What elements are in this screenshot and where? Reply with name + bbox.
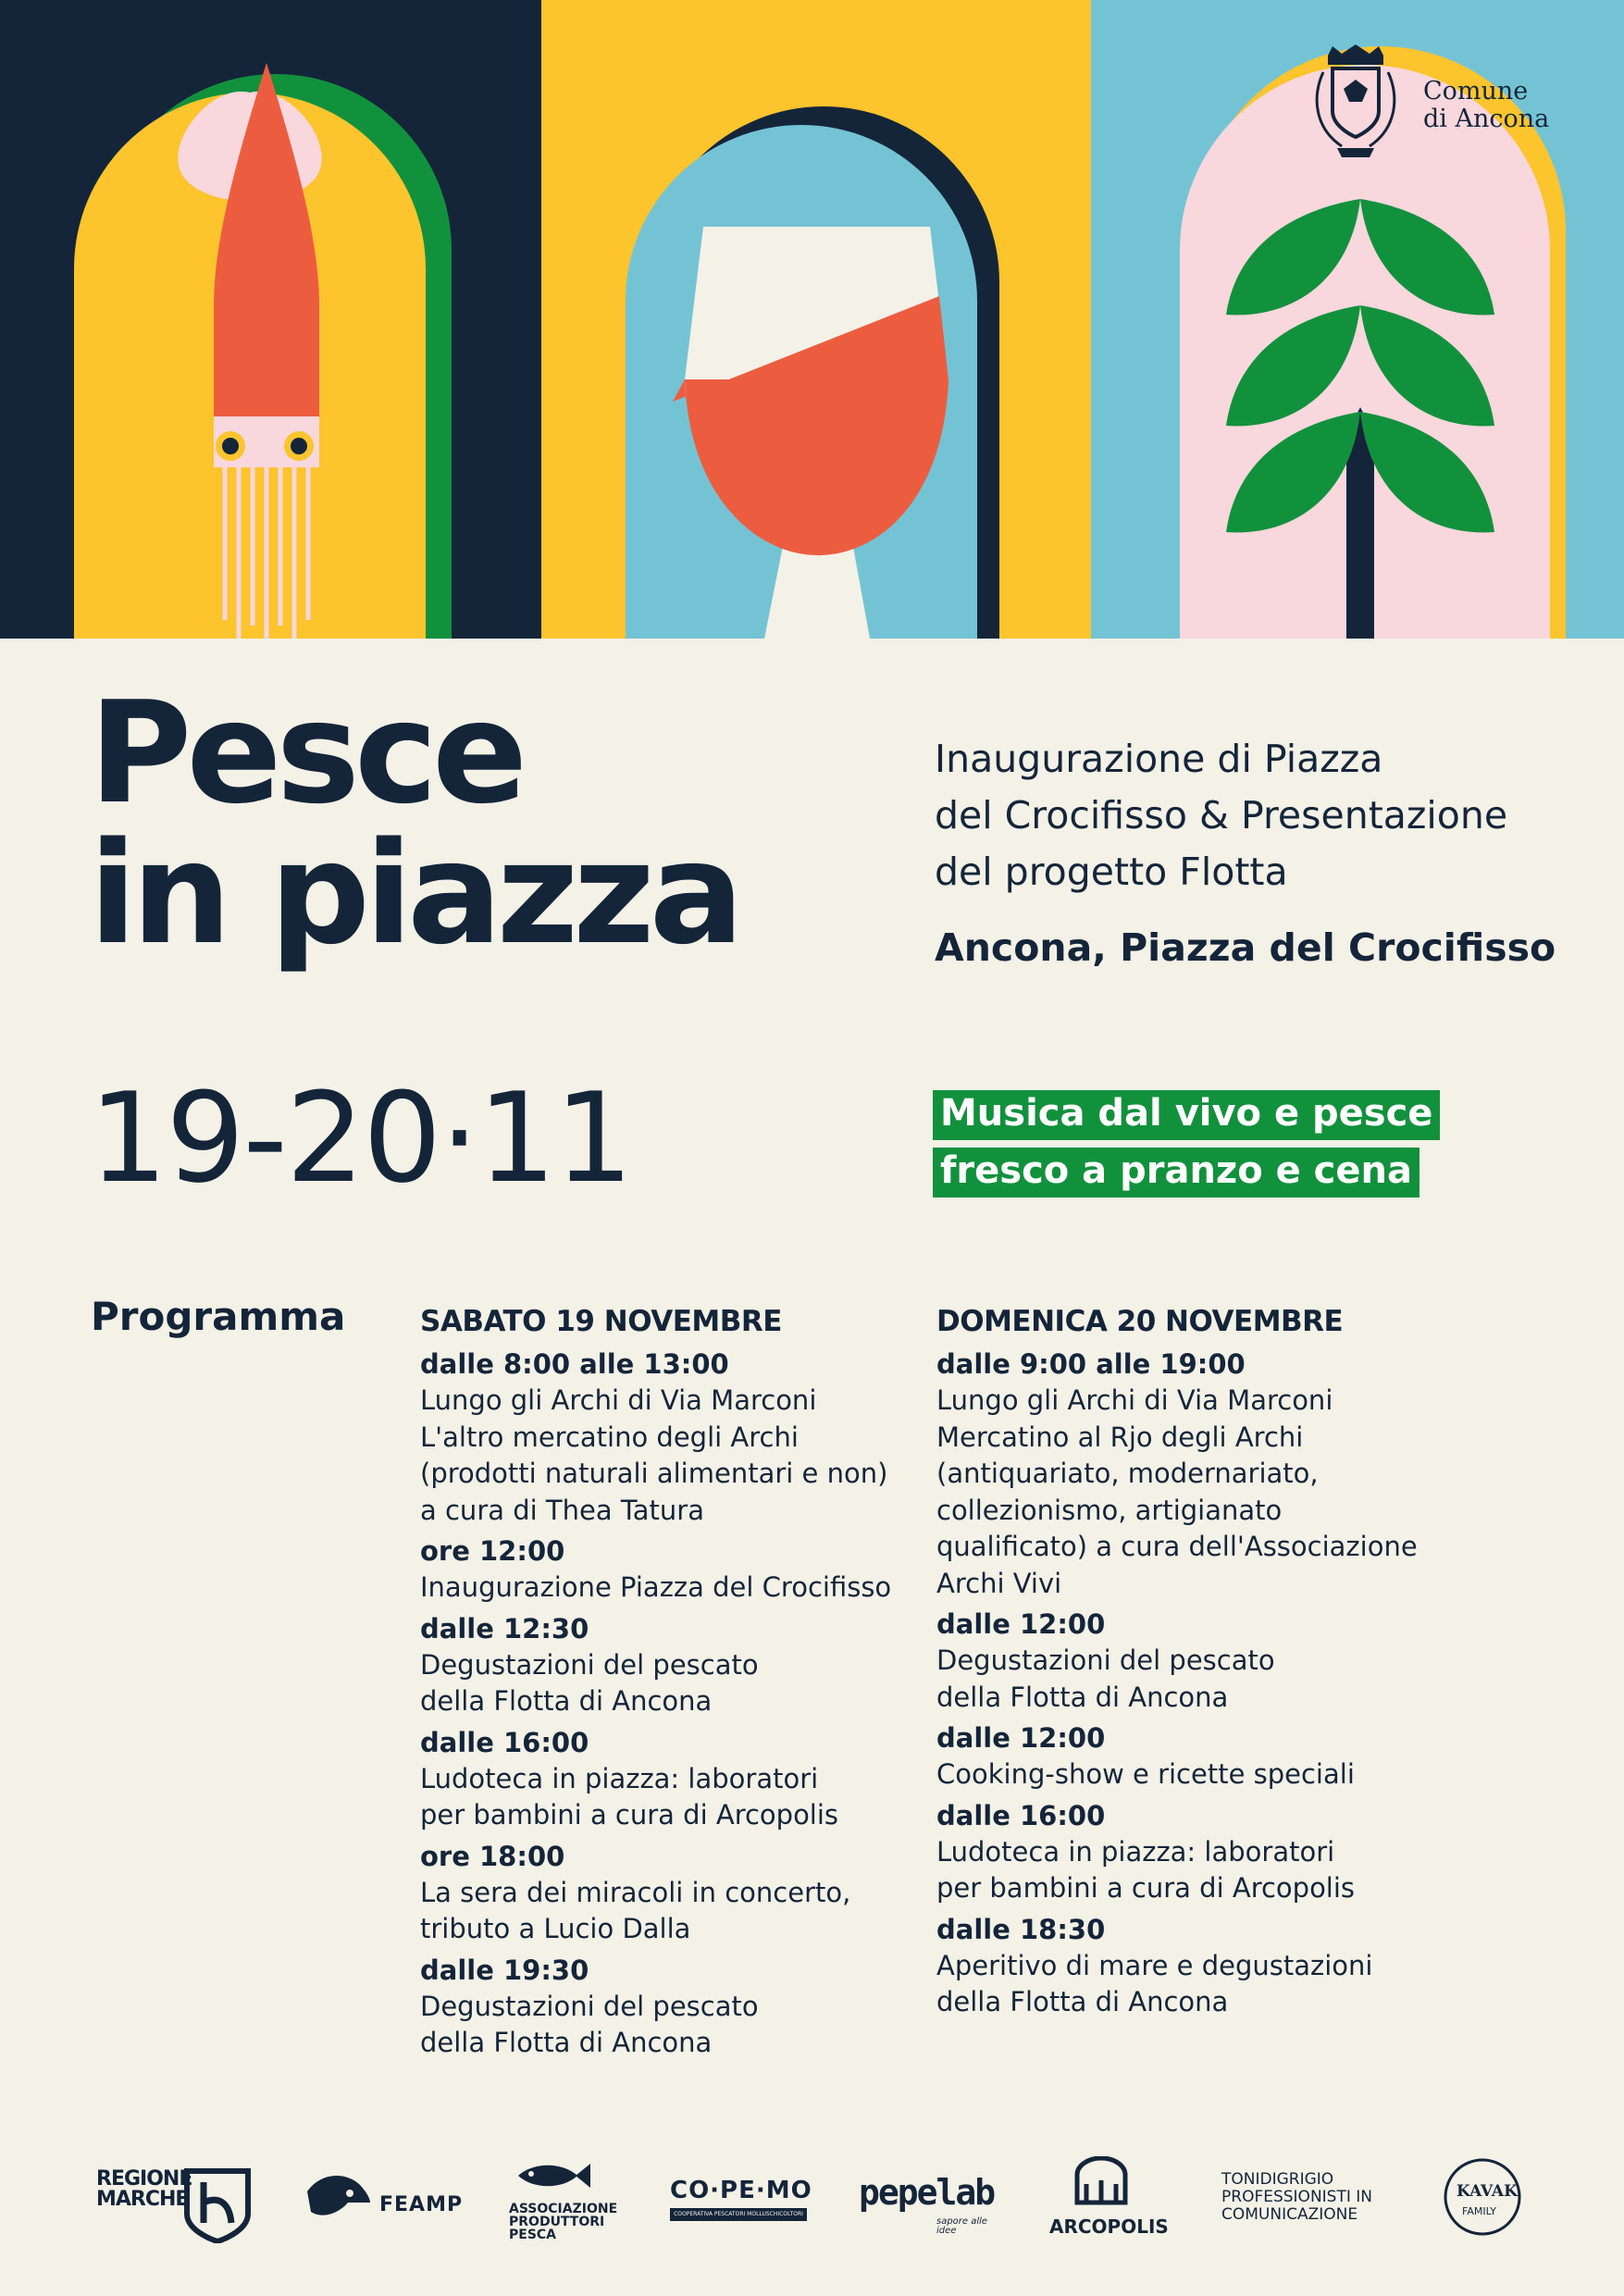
day-heading: SABATO 19 NOVEMBRE bbox=[420, 1305, 782, 1338]
sponsor-produttori-pesca bbox=[509, 2147, 629, 2267]
program-event bbox=[936, 1797, 1436, 1907]
city-crest-icon bbox=[1305, 44, 1407, 160]
event-description: La sera dei miracoli in concerto, tributo a Lucio Dalla bbox=[420, 1876, 851, 1944]
event-description: Lungo gli Archi di Via Marconi Mercatino al Rjo degli Archi (antiquariato, modernariato, collezionismo, artigianato qualificato) a cura dell'Associazione Archi Vivi bbox=[936, 1384, 1418, 1599]
event-title-line2: in piazza bbox=[89, 812, 739, 975]
event-time: ore 12:00 bbox=[420, 1535, 565, 1567]
sponsor-feamp bbox=[302, 2147, 468, 2267]
sponsor-regione-marche bbox=[96, 2147, 254, 2267]
event-time: dalle 19:30 bbox=[420, 1954, 589, 1986]
comune-name-line2: di Ancona bbox=[1423, 105, 1550, 133]
program-event bbox=[936, 1606, 1436, 1716]
sponsor-logos bbox=[0, 2147, 1624, 2267]
sponsor-assoc-label: ASSOCIAZIONE PRODUTTORI PESCA bbox=[509, 2202, 618, 2242]
fish-icon bbox=[514, 2160, 592, 2191]
highlight-banner bbox=[933, 1085, 1506, 1199]
event-description: Lungo gli Archi di Via Marconi L'altro mercatino degli Archi (prodotti naturali alimentari e non) a cura di Thea Tatura bbox=[420, 1384, 888, 1526]
sponsor-copemo-sub: COOPERATIVA PESCATORI MOLLUSCHICOLTORI bbox=[670, 2208, 807, 2221]
program-event bbox=[420, 1952, 920, 2062]
day-heading: DOMENICA 20 NOVEMBRE bbox=[936, 1305, 1344, 1338]
event-description: Inaugurazione Piazza del Crocifisso bbox=[420, 1571, 892, 1603]
sponsor-copemo bbox=[670, 2147, 812, 2267]
sponsor-arcopolis bbox=[1046, 2147, 1169, 2267]
event-time: ore 18:00 bbox=[420, 1840, 565, 1872]
program-event bbox=[420, 1533, 920, 1607]
program-event bbox=[936, 1911, 1436, 2021]
event-subtitle bbox=[935, 731, 1582, 900]
sponsor-regione-label: REGIONE MARCHE bbox=[96, 2167, 192, 2211]
event-description: Cooking-show e ricette speciali bbox=[936, 1758, 1355, 1790]
program-day-sunday bbox=[936, 1305, 1436, 2025]
sponsor-kavak-family bbox=[1444, 2147, 1521, 2267]
event-time: dalle 12:00 bbox=[936, 1722, 1106, 1754]
comune-name-line1: Comune bbox=[1423, 77, 1529, 105]
sponsor-arcopolis-label: ARCOPOLIS bbox=[1049, 2215, 1169, 2238]
event-description: Degustazioni del pescato della Flotta di Ancona bbox=[420, 1648, 759, 1717]
arch-building-icon bbox=[1073, 2156, 1129, 2206]
sponsor-pepelab-sub: sapore alle idee bbox=[936, 2216, 988, 2236]
event-time: dalle 8:00 alle 13:00 bbox=[420, 1348, 729, 1380]
event-dates: 19-20·11 bbox=[89, 1066, 632, 1210]
sponsor-pepelab-label: pepelab bbox=[859, 2172, 995, 2213]
event-time: dalle 16:00 bbox=[936, 1799, 1106, 1831]
sponsor-kavak-label: KAVAK bbox=[1457, 2182, 1518, 2201]
event-subtitle-text: Inaugurazione di Piazza del Crocifisso & Presentazione del progetto Flotta bbox=[935, 737, 1508, 894]
event-title-line1: Pesce bbox=[89, 671, 523, 835]
event-description: Ludoteca in piazza: laboratori per bambini a cura di Arcopolis bbox=[936, 1835, 1356, 1904]
event-description: Degustazioni del pescato della Flotta di Ancona bbox=[936, 1644, 1275, 1713]
program-event bbox=[420, 1346, 920, 1529]
event-time: dalle 18:30 bbox=[936, 1913, 1106, 1945]
highlight-text: Musica dal vivo e pesce fresco a pranzo e cena bbox=[933, 1090, 1440, 1198]
event-time: dalle 16:00 bbox=[420, 1726, 589, 1758]
comune-logo bbox=[1305, 44, 1582, 165]
sponsor-tonidigrigio-label: TONIDIGRIGIO PROFESSIONISTI IN COMUNICAZIONE bbox=[1221, 2170, 1372, 2224]
hand-fish-icon bbox=[302, 2166, 376, 2225]
program-label: Programma bbox=[91, 1294, 346, 1339]
event-description: Ludoteca in piazza: laboratori per bambini a cura di Arcopolis bbox=[420, 1762, 839, 1831]
event-title bbox=[89, 671, 739, 975]
regione-shield-icon bbox=[183, 2167, 252, 2243]
event-time: dalle 9:00 alle 19:00 bbox=[936, 1348, 1246, 1380]
sponsor-feamp-label: FEAMP bbox=[379, 2193, 464, 2216]
program-event bbox=[936, 1346, 1436, 1602]
squid-panel bbox=[0, 0, 541, 639]
program-day-saturday bbox=[420, 1305, 920, 2066]
program-event bbox=[936, 1719, 1436, 1793]
sponsor-copemo-label: CO·PE·MO bbox=[670, 2177, 812, 2204]
event-description: Aperitivo di mare e degustazioni della Flotta di Ancona bbox=[936, 1949, 1373, 2017]
program-event bbox=[420, 1610, 920, 1720]
sponsor-family-label: FAMILY bbox=[1462, 2205, 1496, 2217]
wine-panel bbox=[541, 0, 1091, 639]
event-description: Degustazioni del pescato della Flotta di Ancona bbox=[420, 1990, 759, 2058]
sponsor-pepelab bbox=[859, 2147, 1007, 2267]
event-time: dalle 12:00 bbox=[936, 1608, 1106, 1640]
event-location: Ancona, Piazza del Crocifisso bbox=[935, 925, 1556, 970]
sponsor-tonidigrigio bbox=[1221, 2147, 1407, 2267]
program-event bbox=[420, 1838, 920, 1948]
program-event bbox=[420, 1724, 920, 1834]
event-time: dalle 12:30 bbox=[420, 1612, 589, 1644]
